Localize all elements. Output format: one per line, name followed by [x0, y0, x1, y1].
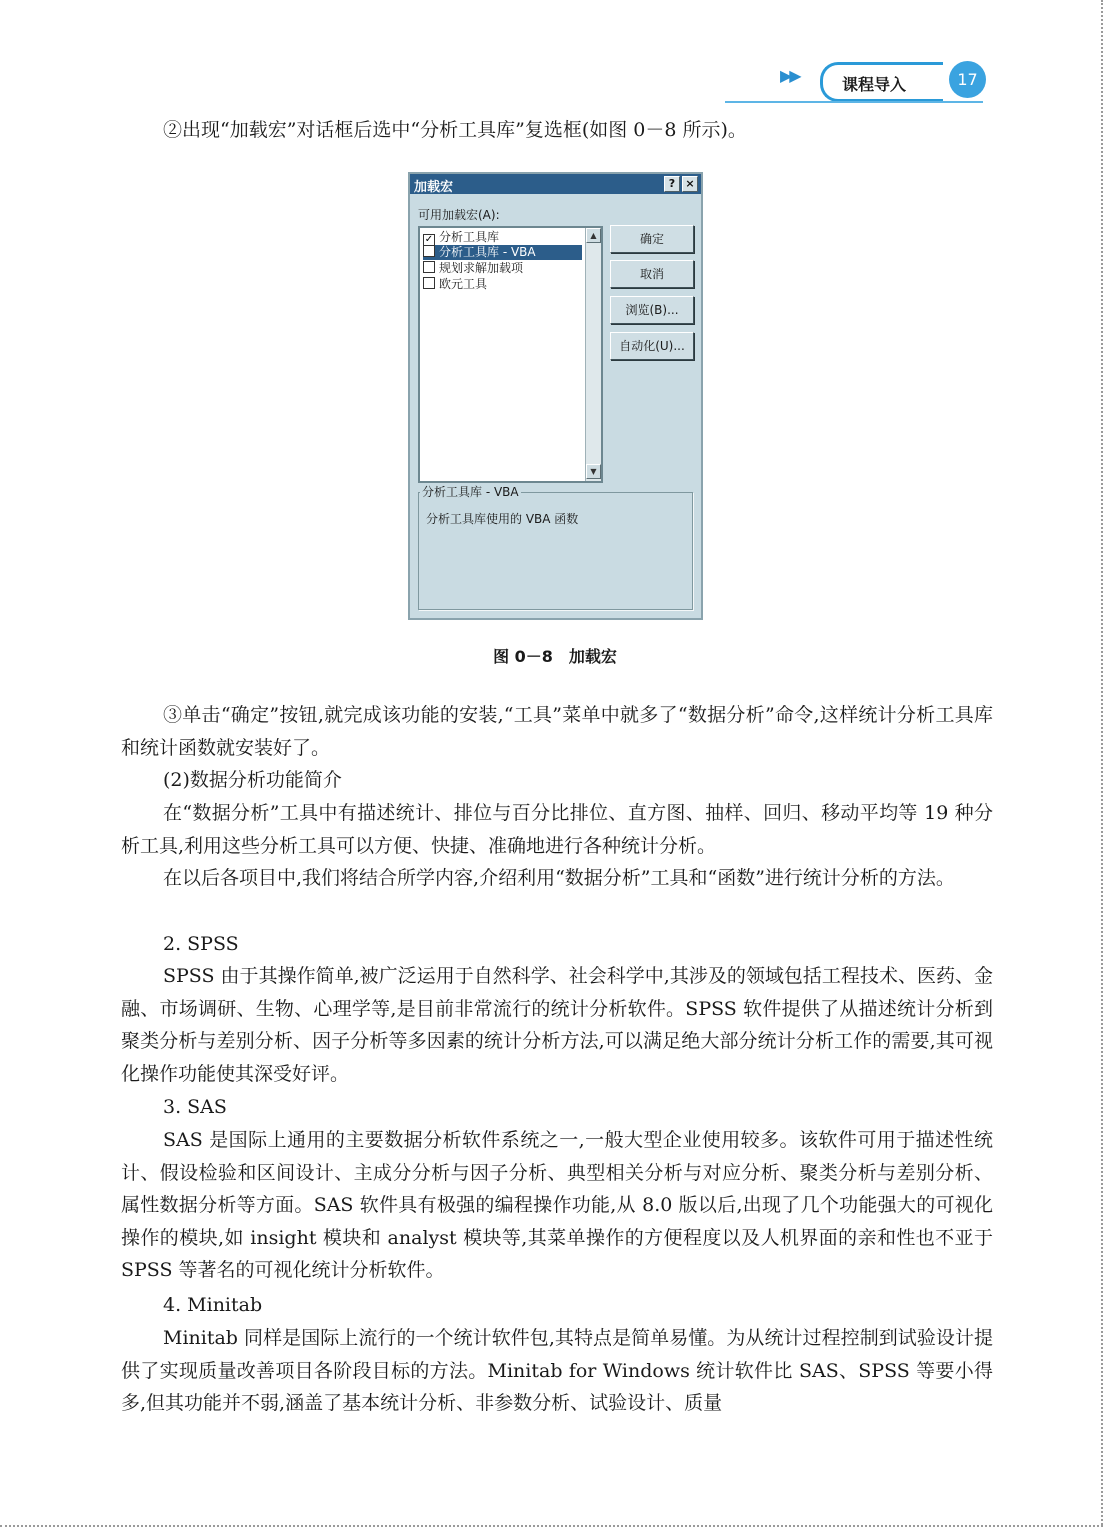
page-number: 17: [949, 61, 986, 98]
page-edge-bottom: [0, 1525, 1103, 1527]
available-addins-label: 可用加载宏(A):: [418, 208, 500, 222]
addin-label: 规划求解加载项: [439, 261, 524, 275]
paragraph-sas: SAS 是国际上通用的主要数据分析软件系统之一,一般大型企业使用较多。该软件可用于描述性统计、假设检验和区间设计、主成分分析与因子分析、典型相关分析与对应分析、聚类分析与差别分析、属性数据分析等方面。SAS 软件具有极强的编程操作功能,从 8.0 版以后,出现了几个功能强大的可视化操作的模块,如 insight 模块和 analyst 模块等,其菜单操作的方便程度以及人机界面的亲和性也不亚于 SPSS 等著名的可视化统计分析软件。: [121, 1129, 993, 1282]
page-edge-right: [1101, 0, 1103, 1525]
add-ins-dialog: [408, 172, 703, 620]
paragraph-step2: ②出现“加载宏”对话框后选中“分析工具库”复选框(如图 0－8 所示)。: [163, 119, 747, 141]
paragraph-step3: ③单击“确定”按钮,就完成该功能的安装,“工具”菜单中就多了“数据分析”命令,这样统计分析工具库和统计函数就安装好了。: [121, 704, 993, 759]
addin-item-analysis-toolpak[interactable]: [423, 230, 499, 245]
listbox-scrollbar[interactable]: [585, 228, 601, 481]
paragraph-spss: SPSS 由于其操作简单,被广泛运用于自然科学、社会科学中,其涉及的领域包括工程技术、医药、金融、市场调研、生物、心理学等,是目前非常流行的统计分析软件。SPSS 软件提供了从描述统计分析到聚类分析与差别分析、因子分析等多因素的统计分析方法,可以满足绝大部分统计分析工作的需要,其可视化操作功能使其深受好评。: [121, 965, 993, 1085]
section-title: 课程导入: [842, 75, 907, 94]
header-underline: [725, 101, 983, 103]
addins-listbox[interactable]: [418, 226, 603, 483]
description-group-title: 分析工具库 - VBA: [422, 485, 519, 499]
paragraph-later-projects: 在以后各项目中,我们将结合所学内容,介绍利用“数据分析”工具和“函数”进行统计分析的方法。: [163, 867, 955, 889]
help-icon[interactable]: ?: [664, 176, 680, 192]
browse-button[interactable]: 浏览(B)...: [610, 296, 694, 324]
checkbox-icon[interactable]: [423, 277, 435, 289]
heading-spss: 2. SPSS: [163, 933, 239, 955]
dialog-titlebar: [410, 174, 701, 194]
heading-data-analysis: (2)数据分析功能简介: [163, 769, 342, 791]
addin-item-analysis-toolpak-vba[interactable]: [423, 245, 582, 260]
scroll-down-icon[interactable]: ▼: [586, 464, 601, 479]
heading-sas: 3. SAS: [163, 1096, 227, 1118]
heading-minitab: 4. Minitab: [163, 1294, 263, 1316]
addin-label: 分析工具库 - VBA: [439, 245, 536, 259]
addin-label: 欧元工具: [439, 277, 488, 291]
addin-item-euro-tools[interactable]: [423, 277, 487, 292]
addin-item-solver[interactable]: [423, 261, 523, 276]
header-arrows-icon: ▶▶: [780, 66, 799, 85]
automation-button[interactable]: 自动化(U)...: [610, 332, 694, 360]
checkbox-checked-icon[interactable]: ✓: [424, 234, 434, 245]
cancel-button[interactable]: 取消: [610, 260, 694, 288]
checkbox-icon[interactable]: [423, 245, 435, 257]
paragraph-minitab: Minitab 同样是国际上流行的一个统计软件包,其特点是简单易懂。为从统计过程控制到试验设计提供了实现质量改善项目各阶段目标的方法。Minitab for Windows 统计软件比 SAS、SPSS 等要小得多,但其功能并不弱,涵盖了基本统计分析、非参数分析、试验设计、质量: [121, 1327, 993, 1415]
figure-caption: 图 0－8 加载宏: [493, 647, 617, 666]
paragraph-analysis-tools: 在“数据分析”工具中有描述统计、排位与百分比排位、直方图、抽样、回归、移动平均等 19 种分析工具,利用这些分析工具可以方便、快捷、准确地进行各种统计分析。: [121, 802, 993, 857]
ok-button[interactable]: 确定: [610, 225, 694, 253]
description-text: 分析工具库使用的 VBA 函数: [426, 512, 579, 526]
dialog-title: 加载宏: [414, 180, 454, 195]
checkbox-icon[interactable]: [423, 261, 435, 273]
close-icon[interactable]: ×: [682, 176, 698, 192]
addin-label: 分析工具库: [439, 230, 500, 244]
scroll-up-icon[interactable]: ▲: [586, 228, 601, 243]
